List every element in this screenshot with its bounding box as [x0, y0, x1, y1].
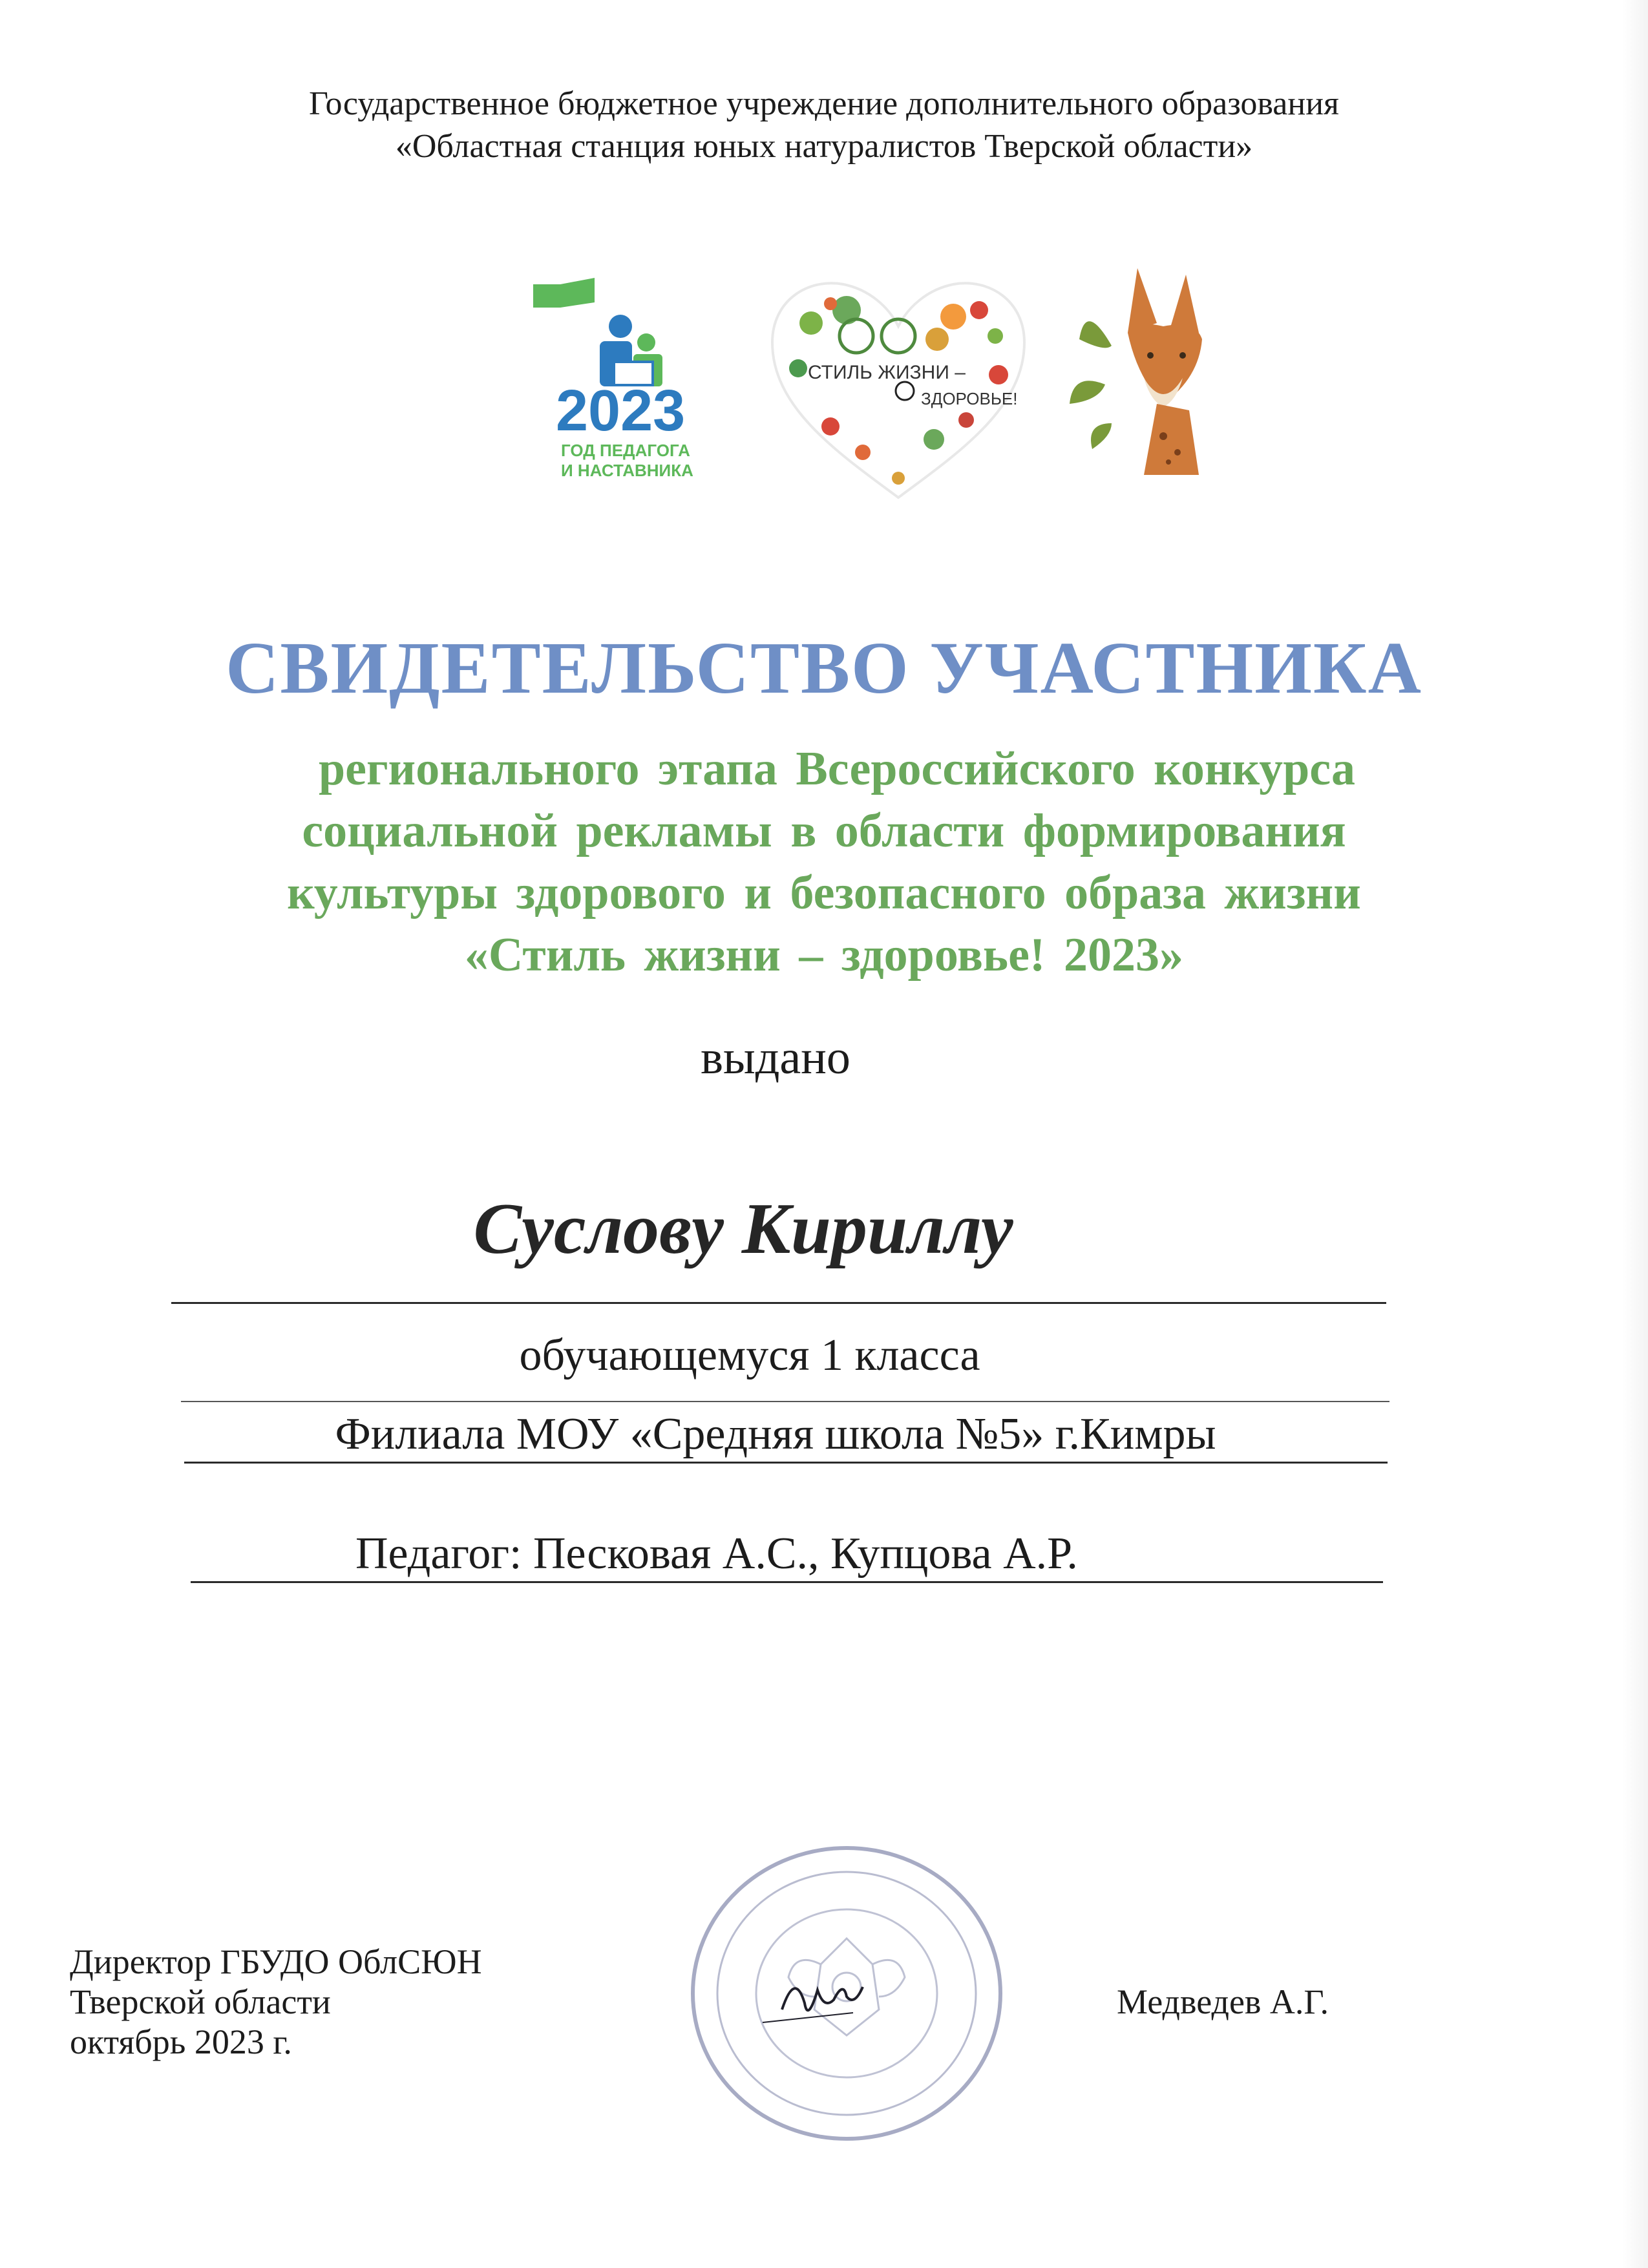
signatory-name: Медведев А.Г. — [1117, 1982, 1329, 2021]
director-position-2: Тверской области — [70, 1982, 331, 2021]
issued-label: выдано — [701, 1031, 850, 1084]
header-line-2: «Областная станция юных натуралистов Тверской области» — [395, 128, 1253, 165]
round-seal-icon — [685, 1842, 1008, 2145]
issue-date: октябрь 2023 г. — [70, 2022, 292, 2061]
fox-logo — [1066, 262, 1221, 481]
director-position-1: Директор ГБУДО ОблСЮН — [70, 1942, 482, 1981]
heart-logo-text-1: СТИЛЬ ЖИЗНИ – — [808, 362, 966, 383]
subtitle-line-4: «Стиль жизни – здоровье! 2023» — [464, 929, 1184, 982]
scan-edge — [1622, 0, 1648, 2268]
recipient-school: Филиала МОУ «Средняя школа №5» г.Кимры — [335, 1409, 1216, 1459]
lifestyle-health-heart-logo — [759, 265, 1037, 510]
official-stamp — [685, 1842, 1008, 2145]
year-logo-number: 2023 — [556, 379, 686, 443]
teacher-line: Педагог: Песковая А.С., Купцова А.Р. — [355, 1529, 1078, 1579]
subtitle-line-2: социальной рекламы в области формирования — [302, 804, 1346, 857]
recipient-name: Суслову Кириллу — [473, 1189, 1013, 1269]
fox-icon — [1066, 262, 1221, 481]
subtitle-line-3: культуры здорового и безопасного образа жизни — [287, 866, 1361, 919]
heart-logo-text-2: ЗДОРОВЬЕ! — [921, 389, 1018, 408]
director-block — [70, 1942, 482, 2062]
grade-underline — [181, 1401, 1389, 1402]
certificate-subtitle — [0, 738, 1648, 986]
year-logo-caption-2: И НАСТАВНИКА — [561, 461, 693, 480]
year-of-teacher-logo — [517, 271, 711, 485]
subtitle-line-1: регионального этапа Всероссийского конкурса — [318, 742, 1356, 795]
teacher-underline — [191, 1581, 1383, 1583]
year-logo-caption-1: ГОД ПЕДАГОГА — [561, 441, 690, 460]
heart-of-food-icon — [759, 265, 1037, 510]
recipient-grade: обучающемуся 1 класса — [519, 1330, 980, 1380]
name-underline — [171, 1302, 1386, 1304]
school-underline — [184, 1462, 1388, 1464]
certificate-title: СВИДЕТЕЛЬСТВО УЧАСТНИКА — [226, 627, 1422, 709]
header-line-1: Государственное бюджетное учреждение дополнительного образования — [309, 85, 1339, 122]
institution-header — [0, 83, 1648, 168]
